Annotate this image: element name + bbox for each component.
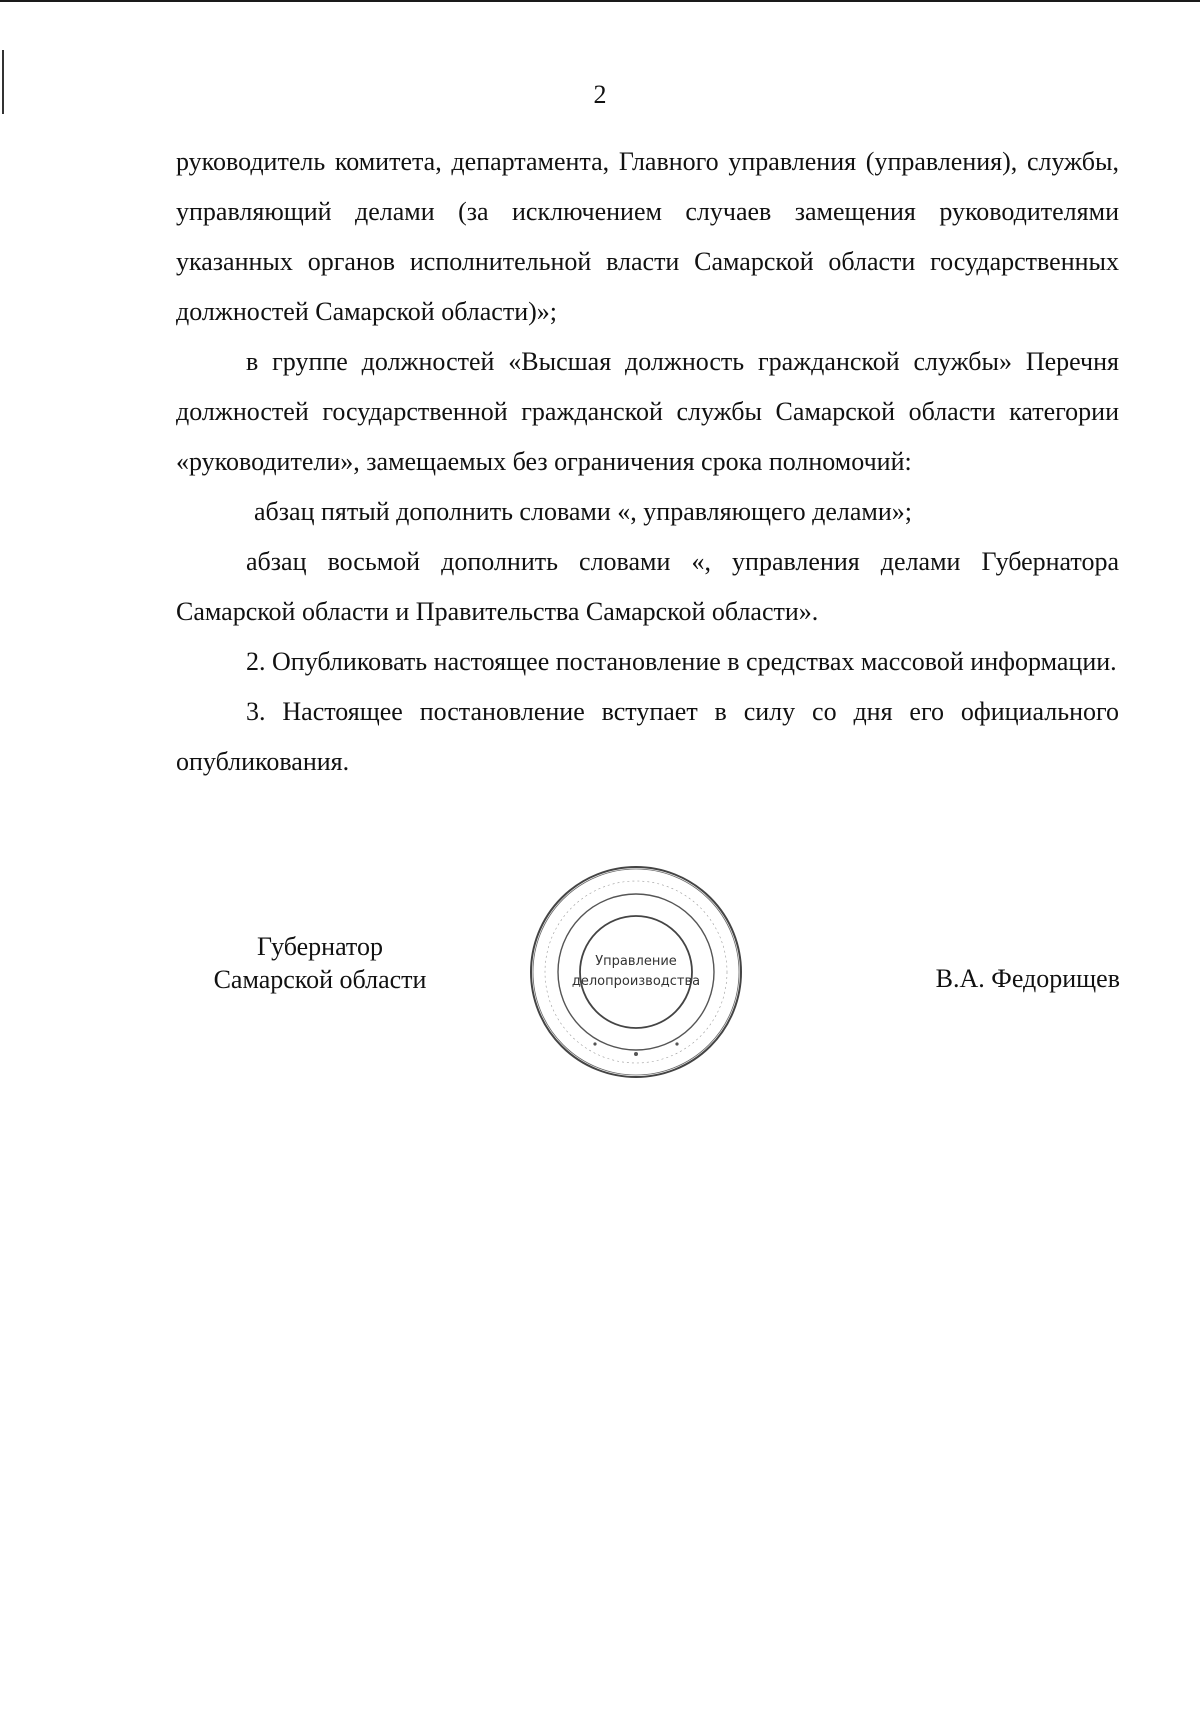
signature-block [0, 930, 1200, 1100]
stamp-center-line-2: делопроизводства [571, 974, 701, 989]
signatory-title-line-1: Губернатор [257, 932, 383, 961]
top-border-line [0, 0, 1200, 2]
signatory-name: В.А. Федорищев [935, 964, 1120, 993]
paragraph-continuation: руководитель комитета, департамента, Главного управления (управления), службы, управляющий делами (за исключением случаев замещения руководителями указанных органов исполнительной власти Самарской области государственных должностей Самарской области)»; [176, 147, 1119, 326]
stamp-center-line-1: Управление [595, 954, 677, 969]
paragraph-group-positions: в группе должностей «Высшая должность гражданской службы» Перечня должностей государственной гражданской службы Самарской области категории «руководители», замещаемых без ограничения срока полномочий: [176, 347, 1119, 476]
paragraph-item-2: 2. Опубликовать настоящее постановление в средствах массовой информации. [246, 647, 1117, 676]
paragraph-fifth-clause: абзац пятый дополнить словами «, управляющего делами»; [254, 497, 912, 526]
document-body [176, 137, 1119, 787]
official-seal-stamp [525, 861, 747, 1083]
signatory-title [200, 930, 440, 996]
page-number: 2 [593, 80, 607, 109]
signatory-title-line-2: Самарской области [213, 965, 427, 994]
paragraph-item-3: 3. Настоящее постановление вступает в силу со дня его официального опубликования. [176, 697, 1119, 776]
paragraph-eighth-clause: абзац восьмой дополнить словами «, управления делами Губернатора Самарской области и Правительства Самарской области». [176, 547, 1119, 626]
